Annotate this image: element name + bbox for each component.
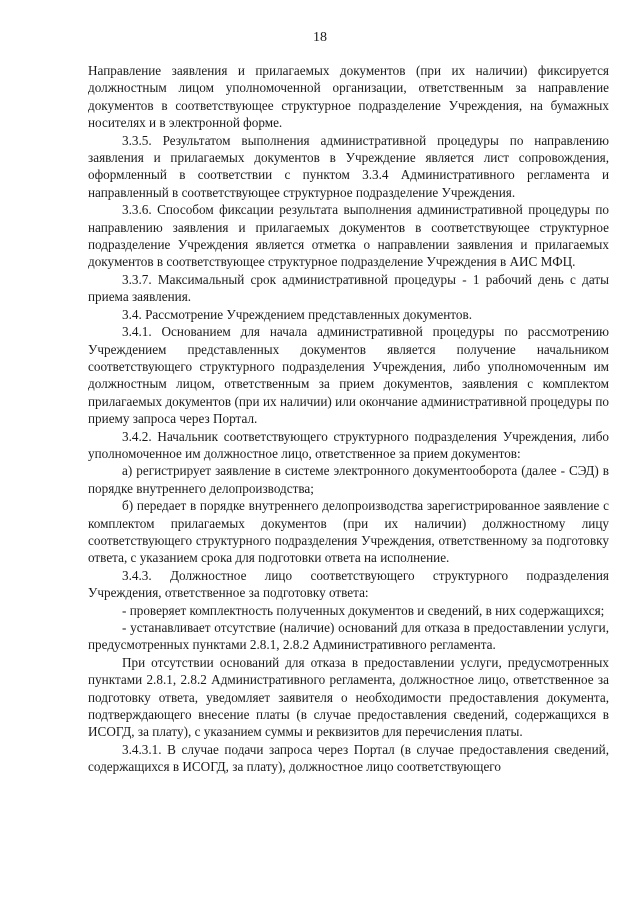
- document-body: [88, 62, 609, 776]
- paragraph: Направление заявления и прилагаемых документов (при их наличии) фиксируется должностным лицом уполномоченной организации, ответственным за направление документов в соответствующее структурное подразделение Учреждения, на бумажных носителях и в электронной форме.: [88, 63, 609, 131]
- paragraph: - проверяет комплектность полученных документов и сведений, в них содержащихся;: [122, 602, 605, 618]
- paragraph: б) передает в порядке внутреннего делопроизводства зарегистрированное заявление с комплектом прилагаемых документов (при их наличии) должностному лицу соответствующего структурного подразделения Учреждения, ответственному за подготовку ответа, с указанием срока для подготовки ответа на исполнение.: [88, 498, 609, 566]
- paragraph: 3.3.5. Результатом выполнения административной процедуры по направлению заявления и прилагаемых документов в Учреждение является лист сопровождения, оформленный в соответствии с пунктом 3.3.4 Административного регламента и направленный в соответствующее структурное подразделение Учреждения.: [88, 132, 609, 200]
- paragraph: 3.4.3. Должностное лицо соответствующего структурного подразделения Учреждения, ответственное за подготовку ответа:: [88, 567, 609, 601]
- paragraph: 3.4.3.1. В случае подачи запроса через Портал (в случае предоставления сведений, содержащихся в ИСОГД, за плату), должностное лицо соответствующего: [88, 741, 609, 775]
- paragraph: 3.4.2. Начальник соответствующего структурного подразделения Учреждения, либо уполномоченное им должностное лицо, ответственное за прием документов:: [88, 428, 609, 461]
- paragraph: 3.4. Рассмотрение Учреждением представленных документов.: [122, 306, 473, 322]
- page-number: 18: [313, 30, 327, 45]
- paragraph: а) регистрирует заявление в системе электронного документооборота (далее - СЭД) в порядке внутреннего делопроизводства;: [88, 463, 609, 496]
- paragraph: 3.3.7. Максимальный срок административной процедуры - 1 рабочий день с даты приема заявления.: [88, 271, 609, 305]
- paragraph: 3.3.6. Способом фиксации результата выполнения административной процедуры по направлению заявления и прилагаемых документов в соответствующее структурное подразделение Учреждения является отметка о направлении заявления и прилагаемых документов в соответствующее структурное подразделение Учреждения в АИС МФЦ.: [88, 202, 609, 270]
- paragraph: - устанавливает отсутствие (наличие) оснований для отказа в предоставлении услуги, предусмотренных пунктами 2.8.1, 2.8.2 Административного регламента.: [88, 620, 609, 653]
- paragraph: 3.4.1. Основанием для начала административной процедуры по рассмотрению Учреждением представленных документов является получение начальником соответствующего структурного подразделения Учреждения, либо уполномоченным им должностным лицом, ответственным за прием документов, заявления с комплектом прилагаемых документов (при их наличии) или окончание административной процедуры по приему запроса через Портал.: [88, 324, 609, 427]
- paragraph: При отсутствии оснований для отказа в предоставлении услуги, предусмотренных пунктами 2.8.1, 2.8.2 Административного регламента, должностное лицо, ответственное за подготовку ответа, уведомляет заявителя о необходимости предоставления документа, подтверждающего внесение платы (в случае предоставления сведений, содержащихся в ИСОГД, за плату), с указанием суммы и реквизитов для перечисления платы.: [88, 654, 609, 740]
